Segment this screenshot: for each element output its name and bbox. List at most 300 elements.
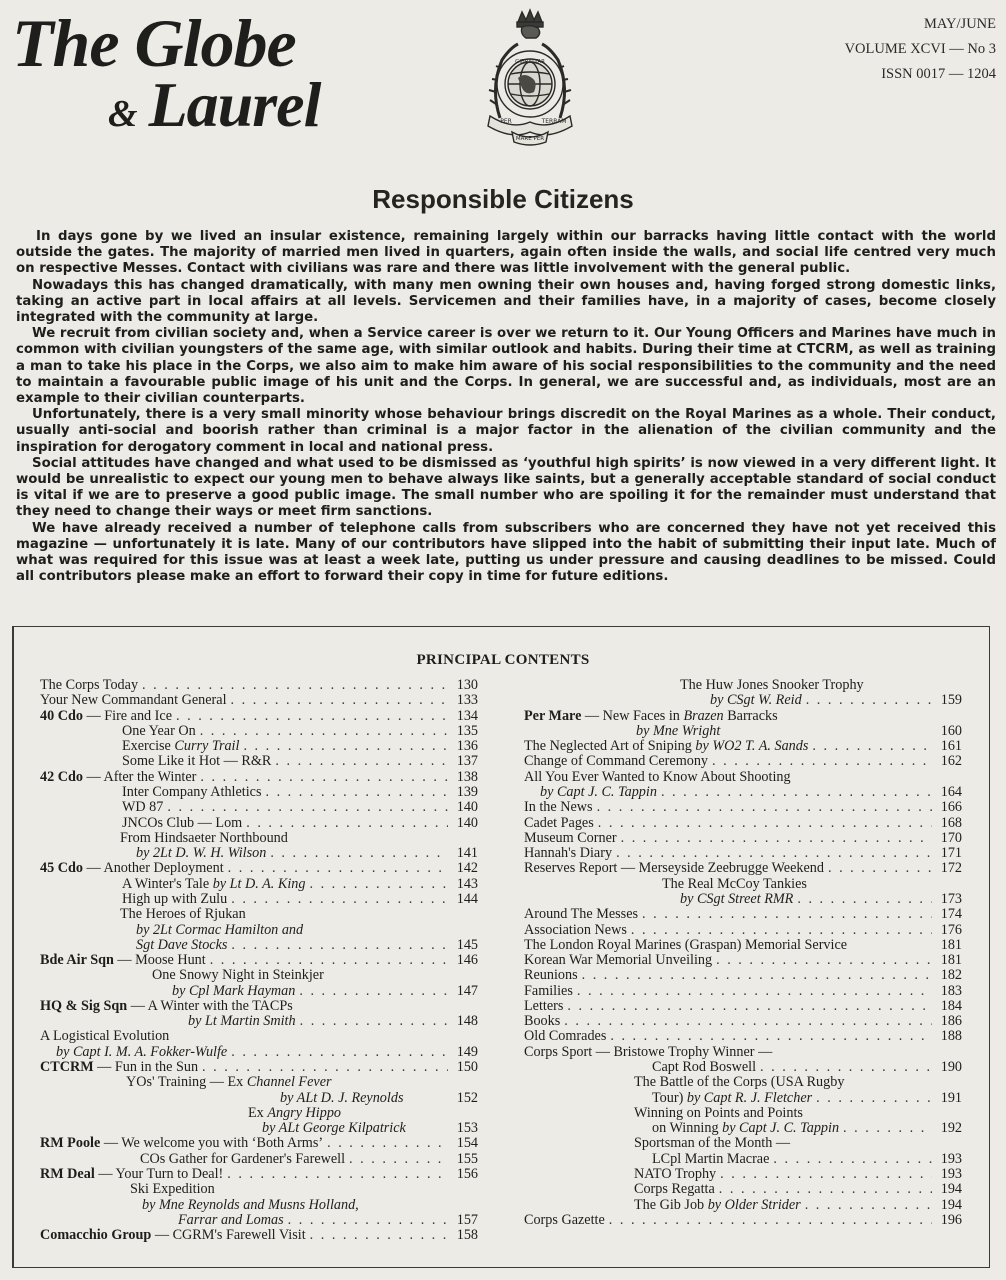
contents-entry-title xyxy=(652,1152,769,1167)
page-number: 184 xyxy=(940,998,962,1014)
entry-text: The Corps Today xyxy=(40,678,139,693)
entry-text: Reserves Report — Merseyside Zeebrugge Weekend xyxy=(524,861,824,877)
page-number: 136 xyxy=(456,739,478,755)
contents-entry xyxy=(524,1213,962,1228)
entry-text: JNCOs Club — Lom xyxy=(122,815,243,831)
contents-entry xyxy=(524,846,962,861)
contents-entry xyxy=(40,770,478,785)
contents-entry-title xyxy=(710,693,802,708)
contents-entry-title xyxy=(652,1060,756,1075)
entry-text: — Moose Hunt xyxy=(113,953,206,969)
section-label: 40 Cdo xyxy=(40,708,83,724)
entry-text: WD 87 xyxy=(122,800,164,816)
entry-text: Corps Gazette xyxy=(524,1212,605,1228)
page-number: 152 xyxy=(456,1090,478,1106)
contents-entry-title xyxy=(634,1198,801,1213)
contents-entry xyxy=(40,724,478,739)
leader-dots xyxy=(609,1213,932,1228)
page-number: 181 xyxy=(940,953,962,969)
entry-italic: by ALt D. J. Reynolds xyxy=(280,1090,404,1106)
entry-text: Sportsman of the Month — xyxy=(634,1136,791,1152)
contents-entry-title xyxy=(188,1014,296,1029)
contents-entry xyxy=(40,1106,478,1121)
entry-italic: by Cpl Mark Hayman xyxy=(172,983,296,999)
contents-entry xyxy=(40,877,478,892)
entry-text: — Your Turn to Deal! xyxy=(94,1167,224,1182)
contents-entry-title xyxy=(142,1198,359,1213)
contents-entry xyxy=(524,1136,962,1151)
contents-entry xyxy=(40,892,478,907)
leader-dots xyxy=(231,938,448,953)
contents-entry xyxy=(40,1121,478,1136)
leader-dots xyxy=(719,1182,932,1197)
entry-text: A Logistical Evolution xyxy=(40,1029,170,1045)
entry-text: All You Ever Wanted to Know About Shooting xyxy=(524,769,791,785)
contents-entry-title xyxy=(122,739,239,754)
section-label: RM Deal xyxy=(40,1167,95,1182)
contents-entry-title xyxy=(136,923,303,938)
leader-dots xyxy=(720,1167,932,1182)
contents-entry-title xyxy=(524,709,778,724)
entry-text: Museum Corner xyxy=(524,830,617,846)
contents-entry-title xyxy=(136,846,266,861)
page-number: 193 xyxy=(940,1167,962,1182)
contents-entry-title xyxy=(524,846,612,861)
contents-entry-title xyxy=(40,999,293,1014)
page-number: 137 xyxy=(456,754,478,770)
entry-text: The Gib Job xyxy=(634,1197,708,1213)
article-paragraph: Nowadays this has changed dramatically, with many men owning their own houses and, having forged strong domestic links, taking an active part in local affairs at all levels. Servicemen and their families have, in a majority of cases, become closely integrated with the community at large. xyxy=(16,277,996,326)
leader-dots xyxy=(210,953,448,968)
leader-dots xyxy=(349,1152,448,1167)
page-number: 192 xyxy=(940,1121,962,1137)
entry-text: Old Comrades xyxy=(524,1029,607,1045)
entry-text: The Neglected Art of Sniping xyxy=(524,739,696,755)
section-label: HQ & Sig Sqn xyxy=(40,998,128,1014)
page-number: 162 xyxy=(940,754,962,770)
leader-dots xyxy=(288,1213,448,1228)
entry-text: One Year On xyxy=(122,723,196,739)
entry-text: From Hindsaeter Northbound xyxy=(120,830,288,846)
contents-entry xyxy=(524,1060,962,1075)
entry-text: on Winning xyxy=(652,1121,723,1137)
leader-dots xyxy=(567,999,932,1014)
leader-dots xyxy=(843,1121,932,1136)
leader-dots xyxy=(828,861,932,876)
contents-entry xyxy=(524,1198,962,1213)
entry-italic: by Mne Wright xyxy=(636,723,721,739)
entry-text: Books xyxy=(524,1014,561,1030)
masthead-title: The Globe xyxy=(12,5,296,81)
contents-entry xyxy=(524,968,962,983)
page-number: 168 xyxy=(940,815,962,831)
entry-text: Corps Sport — Bristowe Trophy Winner — xyxy=(524,1044,773,1060)
contents-entry xyxy=(524,1045,962,1060)
contents-entry xyxy=(40,907,478,922)
leader-dots xyxy=(797,892,932,907)
contents-entry-title xyxy=(248,1106,341,1121)
contents-entry xyxy=(524,1106,962,1121)
leader-dots xyxy=(202,1060,448,1075)
leader-dots xyxy=(309,877,448,892)
entry-italic: by Mne Reynolds and Musns Holland, xyxy=(142,1197,359,1213)
page-number: 183 xyxy=(940,983,962,999)
crest-motto-left: PER xyxy=(500,118,512,125)
leader-dots xyxy=(812,739,932,754)
contents-entry xyxy=(524,1121,962,1136)
page-number: 186 xyxy=(940,1014,962,1030)
page-number: 130 xyxy=(456,678,478,693)
page-number: 140 xyxy=(456,800,478,816)
page-number: 148 xyxy=(456,1014,478,1030)
leader-dots xyxy=(310,1228,448,1243)
page-number: 145 xyxy=(456,937,478,953)
contents-entry-title xyxy=(524,800,593,815)
leader-dots xyxy=(265,785,448,800)
contents-entry-title xyxy=(662,877,807,892)
contents-entry xyxy=(40,1091,478,1106)
globe-and-laurel-crest-icon xyxy=(482,8,578,148)
page-number: 147 xyxy=(456,983,478,999)
contents-entry-title xyxy=(40,693,227,708)
entry-italic: by Lt D. A. King xyxy=(212,876,306,892)
contents-entry-title xyxy=(634,1167,716,1182)
contents-entry-title xyxy=(122,754,271,769)
entry-text: Hannah's Diary xyxy=(524,846,613,862)
article-paragraph: We recruit from civilian society and, when a Service career is over we return to it. Our Young Officers and Marines have much in common with civilian youngsters of the same age, with similar outlook and habits. During their time at CTCRM, as well as training a man to take his place in the Corps, we also aim to make him aware of his social responsibilities to the community and the need to maintain a favourable public image of his unit and the Corps. In general, we are successful and, as individuals, most are an example to their civilian counterparts. xyxy=(16,326,996,407)
section-label: RM Poole xyxy=(40,1136,101,1152)
page-number: 155 xyxy=(456,1151,478,1167)
contents-entry xyxy=(40,1213,478,1228)
contents-entry-title xyxy=(56,1045,227,1060)
entry-text: COs Gather for Gardener's Farewell xyxy=(140,1151,346,1167)
entry-italic: by CSgt W. Reid xyxy=(710,693,802,709)
contents-entry-title xyxy=(524,1045,772,1060)
contents-entry-title xyxy=(122,892,227,907)
contents-entry-title xyxy=(126,1075,332,1090)
contents-entry xyxy=(40,861,478,876)
entry-text: The Huw Jones Snooker Trophy xyxy=(680,678,864,693)
contents-entry xyxy=(40,831,478,846)
entry-text: Ex xyxy=(248,1105,268,1121)
entry-text: Ski Expedition xyxy=(130,1182,215,1198)
page-number: 174 xyxy=(940,907,962,923)
contents-entry-title xyxy=(540,785,657,800)
entry-text: — A Winter with the TACPs xyxy=(127,998,293,1014)
contents-entry-title xyxy=(130,1182,215,1197)
contents-right-column xyxy=(524,678,962,1228)
page-number: 144 xyxy=(456,891,478,907)
page-number: 140 xyxy=(456,815,478,831)
contents-entry xyxy=(524,816,962,831)
contents-entry xyxy=(524,999,962,1014)
entry-text: Exercise xyxy=(122,739,175,755)
contents-entry-title xyxy=(524,999,563,1014)
page-number: 172 xyxy=(940,861,962,877)
contents-entry xyxy=(524,1075,962,1090)
contents-entry xyxy=(40,1198,478,1213)
page-number: 149 xyxy=(456,1044,478,1060)
leader-dots xyxy=(228,861,448,876)
contents-entry xyxy=(40,709,478,724)
contents-entry-title xyxy=(136,938,227,953)
section-label: CTCRM xyxy=(40,1060,94,1076)
page-number: 138 xyxy=(456,769,478,785)
entry-italic: by Capt I. M. A. Fokker-Wulfe xyxy=(56,1044,228,1060)
contents-entry-title xyxy=(652,1091,812,1106)
entry-text: — CGRM's Farewell Visit xyxy=(151,1228,306,1244)
entry-text: NATO Trophy xyxy=(634,1167,717,1182)
contents-entry xyxy=(40,984,478,999)
contents-entry-title xyxy=(524,907,638,922)
masthead-laurel: Laurel xyxy=(148,69,321,140)
leader-dots xyxy=(200,770,448,785)
issue-volume: VOLUME XCVI — No 3 xyxy=(844,41,996,57)
contents-entry-title xyxy=(122,800,163,815)
leader-dots xyxy=(200,724,448,739)
contents-entry-title xyxy=(524,938,847,953)
entry-text: The Heroes of Rjukan xyxy=(120,907,246,923)
article-paragraph: We have already received a number of telephone calls from subscribers who are concerned they have not yet received this magazine — unfortunately it is late. Many of our contributors have slipped into the habit of submitting their input late. Much of what was required for this issue was at least a week late, putting us under pressure and causing deadlines to be missed. Could all contributors please make an effort to forward their copy in time for future editions. xyxy=(16,520,996,585)
entry-text: Tour) xyxy=(652,1090,687,1106)
crest-motto-bottom: MARE PER xyxy=(515,136,545,142)
contents-entry xyxy=(524,938,962,953)
contents-entry-title xyxy=(634,1075,844,1090)
contents-entry xyxy=(40,1060,478,1075)
entry-italic: by 2Lt Cormac Hamilton and xyxy=(136,922,304,938)
page-number: 188 xyxy=(940,1029,962,1045)
leader-dots xyxy=(300,1014,448,1029)
contents-entry-title xyxy=(524,984,573,999)
masthead-ampersand: & xyxy=(108,93,137,135)
leader-dots xyxy=(805,1198,932,1213)
article-title: Responsible Citizens xyxy=(372,184,634,214)
contents-entry xyxy=(40,846,478,861)
contents-entry-title xyxy=(122,785,261,800)
contents-entry-title xyxy=(680,892,793,907)
contents-entry xyxy=(524,709,962,724)
contents-entry xyxy=(524,754,962,769)
contents-entry xyxy=(40,1014,478,1029)
entry-italic: by ALt George Kilpatrick xyxy=(262,1121,406,1137)
page-number: 150 xyxy=(456,1060,478,1076)
issn: ISSN 0017 — 1204 xyxy=(881,66,996,82)
contents-entry-title xyxy=(178,1213,284,1228)
contents-entry-title xyxy=(40,709,172,724)
entry-italic: Curry Trail xyxy=(174,739,240,755)
entry-text: Winning on Points and Points xyxy=(634,1105,803,1121)
contents-entry xyxy=(40,1152,478,1167)
leader-dots xyxy=(597,800,932,815)
entry-text: One Snowy Night in Steinkjer xyxy=(152,968,324,984)
article-body xyxy=(16,229,996,585)
leader-dots xyxy=(716,953,932,968)
entry-italic: Brazen xyxy=(683,708,724,724)
entry-italic: by CSgt Street RMR xyxy=(680,891,794,907)
entry-text: — We welcome you with ‘Both Arms’ xyxy=(100,1136,324,1152)
entry-italic: Angry Hippo xyxy=(267,1105,342,1121)
contents-entry-title xyxy=(140,1152,345,1167)
contents-entry-title xyxy=(524,1014,560,1029)
page-number: 194 xyxy=(940,1197,962,1213)
contents-entry xyxy=(524,1014,962,1029)
contents-entry-title xyxy=(524,770,791,785)
contents-entry xyxy=(524,861,962,876)
contents-entry xyxy=(40,1075,478,1090)
entry-text: — New Faces in xyxy=(581,708,684,724)
entry-text: A Winter's Tale xyxy=(122,876,213,892)
leader-dots xyxy=(577,984,932,999)
leader-dots xyxy=(631,923,932,938)
page-number: 160 xyxy=(940,723,962,739)
contents-entry xyxy=(524,831,962,846)
leader-dots xyxy=(231,1045,448,1060)
entry-italic: by Older Strider xyxy=(707,1197,801,1213)
leader-dots xyxy=(760,1060,932,1075)
page-number: 182 xyxy=(940,968,962,984)
section-label: 42 Cdo xyxy=(40,769,83,785)
contents-entry xyxy=(524,785,962,800)
crest-motto-right: TERRAM xyxy=(541,118,567,125)
contents-entry xyxy=(524,953,962,968)
page-number: 141 xyxy=(456,846,478,862)
leader-dots xyxy=(621,831,932,846)
contents-entry-title xyxy=(634,1106,803,1121)
contents-title: PRINCIPAL CONTENTS xyxy=(416,652,590,668)
leader-dots xyxy=(270,846,448,861)
contents-entry-title xyxy=(524,953,712,968)
contents-entry xyxy=(40,923,478,938)
entry-text: — Fire and Ice xyxy=(82,708,173,724)
crest-gibraltar: GIBRALTAR xyxy=(515,59,545,65)
entry-text: Inter Company Athletics xyxy=(122,784,262,800)
contents-entry xyxy=(40,1167,478,1182)
contents-entry-title xyxy=(262,1121,406,1136)
contents-entry-title xyxy=(652,1121,839,1136)
contents-entry-title xyxy=(634,1136,790,1151)
leader-dots xyxy=(712,754,932,769)
contents-entry-title xyxy=(280,1091,403,1106)
page-number: 196 xyxy=(940,1212,962,1228)
contents-entry-title xyxy=(524,1213,605,1228)
contents-entry-title xyxy=(40,770,196,785)
contents-entry-title xyxy=(524,739,808,754)
contents-entry xyxy=(40,785,478,800)
page-number: 143 xyxy=(456,876,478,892)
contents-entry xyxy=(40,800,478,815)
contents-entry xyxy=(40,968,478,983)
entry-text: Capt Rod Boswell xyxy=(652,1060,757,1076)
masthead-subtitle xyxy=(108,68,320,142)
entry-italic: by Capt R. J. Fletcher xyxy=(686,1090,813,1106)
leader-dots xyxy=(582,968,932,983)
contents-entry-title xyxy=(122,724,196,739)
section-label: 45 Cdo xyxy=(40,861,83,877)
entry-text: Corps Regatta xyxy=(634,1182,715,1198)
contents-entry-title xyxy=(634,1182,715,1197)
page-number: 153 xyxy=(456,1121,478,1137)
page-number: 139 xyxy=(456,784,478,800)
leader-dots xyxy=(231,693,448,708)
page-number: 173 xyxy=(940,891,962,907)
entry-italic: by 2Lt D. W. H. Wilson xyxy=(136,846,267,862)
page-number: 133 xyxy=(456,693,478,709)
contents-left-column xyxy=(40,678,478,1243)
section-label: Comacchio Group xyxy=(40,1228,152,1244)
contents-entry xyxy=(40,999,478,1014)
entry-italic: Farrar and Lomas xyxy=(178,1212,284,1228)
leader-dots xyxy=(327,1136,448,1151)
page-number: 176 xyxy=(940,922,962,938)
entry-text: LCpl Martin Macrae xyxy=(652,1151,770,1167)
leader-dots xyxy=(227,1167,448,1182)
entry-text: Families xyxy=(524,983,573,999)
contents-entry xyxy=(524,1152,962,1167)
entry-text: Barracks xyxy=(723,708,778,724)
page-number: 170 xyxy=(940,830,962,846)
contents-entry-title xyxy=(122,816,242,831)
contents-entry xyxy=(524,907,962,922)
page-number: 193 xyxy=(940,1151,962,1167)
page-number: 156 xyxy=(456,1167,478,1182)
entry-text: Around The Messes xyxy=(524,907,639,923)
contents-entry-title xyxy=(40,1060,198,1075)
contents-entry xyxy=(524,984,962,999)
entry-italic: Sgt Dave Stocks xyxy=(136,937,228,953)
contents-entry xyxy=(524,1029,962,1044)
contents-entry-title xyxy=(40,1167,223,1182)
contents-entry-title xyxy=(524,754,708,769)
leader-dots xyxy=(610,1029,932,1044)
page-number: 171 xyxy=(940,846,962,862)
entry-text: In the News xyxy=(524,800,593,816)
contents-entry-title xyxy=(40,1029,169,1044)
contents-entry xyxy=(40,693,478,708)
entry-text: The Real McCoy Tankies xyxy=(662,876,807,892)
page-number: 154 xyxy=(456,1136,478,1152)
leader-dots xyxy=(642,907,932,922)
entry-text: — Another Deployment xyxy=(82,861,224,877)
entry-text: Korean War Memorial Unveiling xyxy=(524,953,713,969)
leader-dots xyxy=(142,678,448,693)
contents-entry xyxy=(524,892,962,907)
contents-entry xyxy=(40,1029,478,1044)
entry-italic: by WO2 T. A. Sands xyxy=(695,739,809,755)
contents-entry-title xyxy=(120,831,288,846)
article-paragraph: Social attitudes have changed and what used to be dismissed as ‘youthful high spirits’ is now viewed in a very different light. It would be unrealistic to expect our young men to behave always like saints, but a generally acceptable standard of social conduct is vital if we are to preserve a good public image. The small number who are spoiling it for the remainder must understand that they need to change their ways or meet firm sanctions. xyxy=(16,455,996,520)
entry-text: Some Like it Hot — R&R xyxy=(122,754,272,770)
contents-entry-title xyxy=(40,1136,323,1151)
leader-dots xyxy=(616,846,932,861)
page-number: 164 xyxy=(940,784,962,800)
page-number: 159 xyxy=(940,693,962,709)
contents-entry xyxy=(40,1045,478,1060)
contents-entry-title xyxy=(40,953,206,968)
entry-text: High up with Zulu xyxy=(122,891,228,907)
contents-entry xyxy=(524,693,962,708)
contents-entry-title xyxy=(524,968,578,983)
page-number: 190 xyxy=(940,1060,962,1076)
issue-date: MAY/JUNE xyxy=(924,16,996,32)
entry-text: Association News xyxy=(524,922,627,938)
entry-text: The Battle of the Corps (USA Rugby xyxy=(634,1075,845,1091)
contents-entry xyxy=(524,800,962,815)
entry-text: — Fun in the Sun xyxy=(93,1060,199,1076)
leader-dots xyxy=(661,785,932,800)
leader-dots xyxy=(816,1091,932,1106)
article-paragraph: In days gone by we lived an insular existence, remaining largely within our barracks having little contact with the world outside the gates. The majority of married men lived in quarters, again often inside the walls, and social life centred very much on respective Messes. Contact with civilians was rare and there was little involvement with the general public. xyxy=(16,229,996,277)
leader-dots xyxy=(246,816,448,831)
